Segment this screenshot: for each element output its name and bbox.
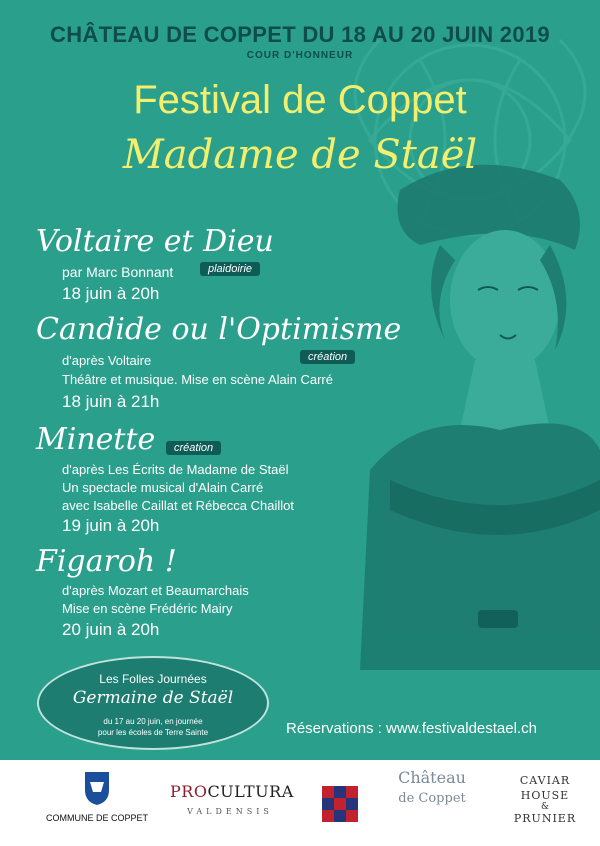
- show-title: Candide ou l'Optimisme: [36, 312, 402, 347]
- folles-journees-badge: [37, 656, 269, 750]
- show-line: d'après Mozart et Beaumarchais: [62, 583, 249, 598]
- commune-name: COMMUNE DE COPPET: [45, 813, 148, 823]
- logo-procultura[interactable]: [170, 782, 294, 816]
- show-line: d'après Les Écrits de Madame de Staël: [62, 462, 289, 477]
- header-venue: COUR D'HONNEUR: [246, 50, 354, 61]
- show-tag: création: [300, 350, 355, 364]
- logo-chateau-coppet[interactable]: [392, 768, 472, 806]
- logo-commune[interactable]: [42, 770, 152, 823]
- show-title: Figaroh !: [36, 544, 177, 579]
- show-line: par Marc Bonnant: [62, 264, 174, 280]
- chateau-word: Château: [398, 768, 466, 787]
- sponsor-footer: [0, 760, 600, 846]
- show-title: Minette: [36, 422, 156, 457]
- portrait-illustration: [360, 150, 600, 670]
- logo-caviar-house[interactable]: [510, 774, 580, 825]
- badge-detail-line: pour les écoles de Terre Sainte: [97, 728, 209, 737]
- show-title: Voltaire et Dieu: [36, 224, 274, 259]
- caviar-line2: HOUSE: [520, 789, 570, 802]
- badge-details: [39, 716, 267, 738]
- show-tag: création: [166, 441, 221, 455]
- show-date: 18 juin à 21h: [62, 392, 160, 411]
- badge-title: Germaine de Staël: [72, 688, 234, 708]
- reservations-link[interactable]: Réservations : www.festivaldestael.ch: [286, 720, 537, 737]
- theatre-logo-icon: [320, 784, 360, 824]
- procultura-valdensis: VALDENSIS: [187, 807, 273, 816]
- festival-title: Festival de Coppet: [133, 78, 467, 122]
- festival-subtitle: Madame de Staël: [122, 132, 478, 178]
- caviar-ampersand: &: [540, 802, 549, 812]
- caviar-line1: CAVIAR: [519, 774, 571, 787]
- show-date: 20 juin à 20h: [62, 620, 160, 639]
- badge-line: Les Folles Journées: [99, 672, 207, 686]
- show-date: 19 juin à 20h: [62, 516, 160, 535]
- badge-detail-line: du 17 au 20 juin, en journée: [103, 717, 203, 726]
- header-dates: CHÂTEAU DE COPPET DU 18 AU 20 JUIN 2019: [50, 22, 550, 47]
- show-date: 18 juin à 20h: [62, 284, 160, 303]
- chateau-coppet: de Coppet: [398, 791, 466, 806]
- procultura-pro: PRO: [170, 782, 208, 801]
- show-tag: plaidoirie: [200, 262, 260, 276]
- show-line: Mise en scène Frédéric Mairy: [62, 601, 233, 616]
- logo-theatre[interactable]: [318, 784, 362, 829]
- caviar-line3: PRUNIER: [513, 812, 577, 825]
- coat-of-arms-icon: [83, 770, 111, 806]
- show-line: Théâtre et musique. Mise en scène Alain Carré: [62, 372, 333, 387]
- show-line: Un spectacle musical d'Alain Carré: [62, 480, 264, 495]
- procultura-cultura: CULTURA: [207, 782, 294, 801]
- show-line: d'après Voltaire: [62, 353, 152, 368]
- show-line: avec Isabelle Caillat et Rébecca Chaillot: [62, 498, 294, 513]
